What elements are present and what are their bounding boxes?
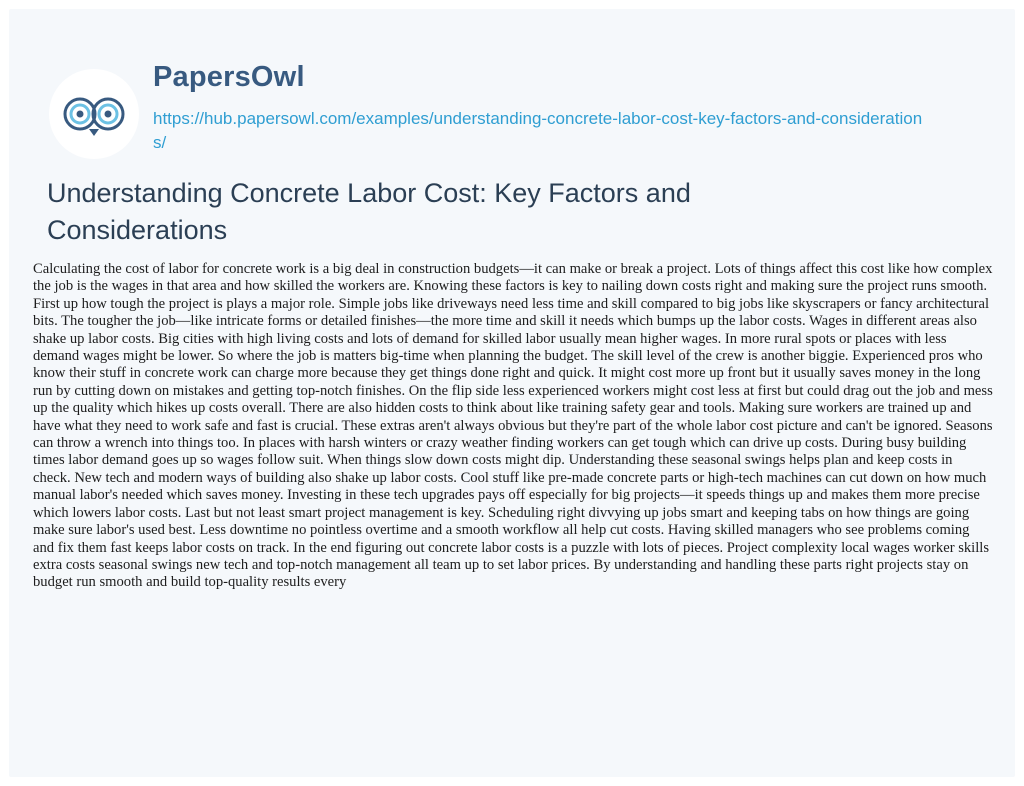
brand-name: PapersOwl <box>153 61 305 93</box>
owl-eyes-icon <box>49 69 139 159</box>
article-title: Understanding Concrete Labor Cost: Key Factors and Considerations <box>47 178 691 245</box>
document-page <box>9 9 1015 777</box>
article-body: Calculating the cost of labor for concrete work is a big deal in construction budgets—it can make or break a project. Lots of things affect this cost like how complex the job is the wages in that area and how skilled the workers are. Knowing these factors is key to nailing down costs right and making sure the project runs smooth. First up how tough the project is plays a major role. Simple jobs like driveways need less time and skill compared to big jobs like skyscrapers or fancy architectural bits. The tougher the job—like intricate forms or detailed finishes—the more time and skill it needs which bumps up the labor costs. Wages in different areas also shake up labor costs. Big cities with high living costs and lots of demand for skilled labor usually mean higher wages. In more rural spots or places with less demand wages might be lower. So where the job is matters big-time when planning the budget. The skill level of the crew is another biggie. Experienced pros who know their stuff in concrete work can charge more because they get things done right and quick. It might cost more up front but it usually saves money in the long run by cutting down on mistakes and getting top-notch finishes. On the flip side less experienced workers might cost less at first but could drag out the job and mess up the quality which hikes up costs overall. There are also hidden costs to think about like training safety gear and tools. Making sure workers are trained up and have what they need to work safe and fast is crucial. These extras aren't always obvious but they're part of the whole labor cost picture and can't be ignored. Seasons can throw a wrench into things too. In places with harsh winters or crazy weather finding workers can get tough which can drive up costs. During busy building times labor demand goes up so wages follow suit. When things slow down costs might dip. Understanding these seasonal swings helps plan and keep costs in check. New tech and modern ways of building also shake up labor costs. Cool stuff like pre-made concrete parts or high-tech machines can cut down on how much manual labor's needed which saves money. Investing in these tech upgrades pays off especially for big projects—it speeds things up and makes them more precise which lowers labor costs. Last but not least smart project management is key. Scheduling right divvying up jobs smart and keeping tabs on how things are going make sure labor's used best. Less downtime no pointless overtime and a smooth workflow all help cut costs. Having skilled managers who see problems coming and fix them fast keeps labor costs on track. In the end figuring out concrete labor costs is a puzzle with lots of pieces. Project complexity local wages worker skills extra costs seasonal swings new tech and top-notch management all team up to set labor prices. By understanding and handling these parts right projects stay on budget run smooth and build top-quality results every <box>33 261 993 591</box>
source-url-link[interactable]: https://hub.papersowl.com/examples/understanding-concrete-labor-cost-key-factors-and-considerations/ <box>153 109 923 152</box>
header <box>9 9 1015 179</box>
